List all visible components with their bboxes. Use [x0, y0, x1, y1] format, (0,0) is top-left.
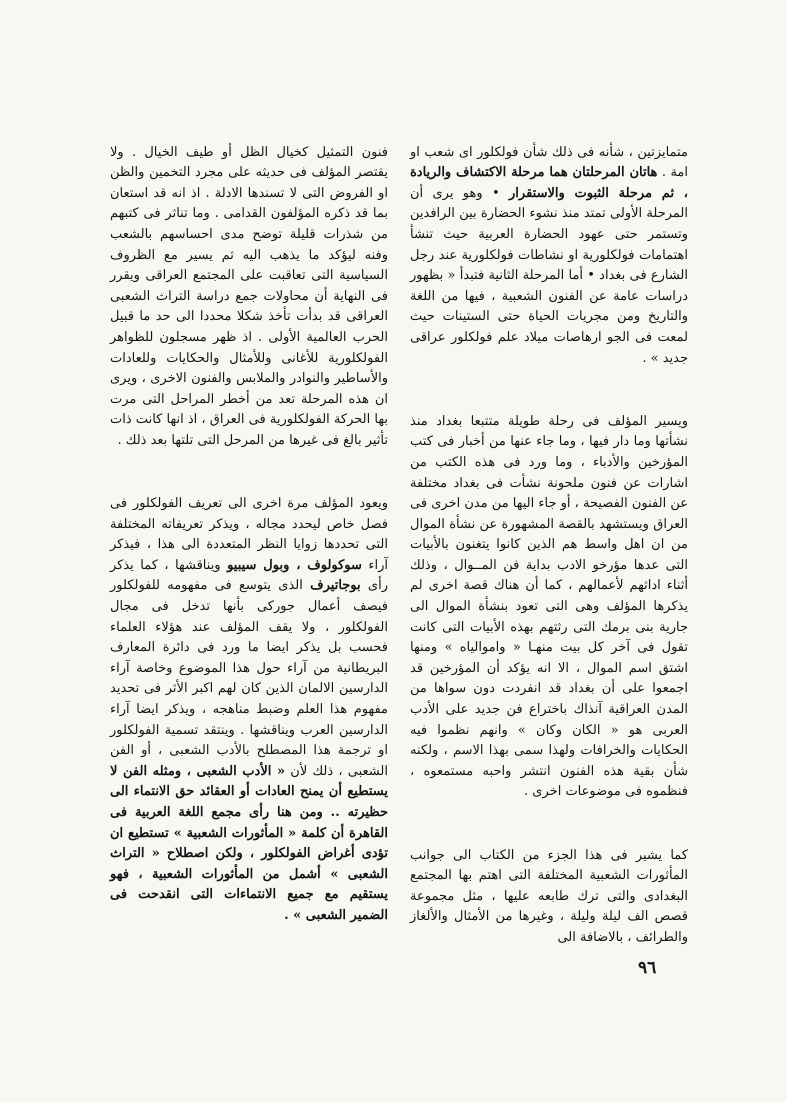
left-paragraph-2-bold-quote: « الأدب الشعبى ، ومثله الفن لا يستطيع أن يمنح العادات أو العقائد حق الانتماء الى حظيرته .. ومن هنا رأى مجمع اللغة العربية فى القاهرة أن كلمة « المأثورات الشعبية » تستطيع ان تؤدى أغراض الفولكلور ، ولكن اصطلاح « التراث الشعبى » أشمل من المأثورات الشعبية ، فهو يستقيم مع جميع الانتماءات التى انقدحت فى الضمير الشعبى » .: [110, 763, 388, 923]
right-paragraph-3: كما يشير فى هذا الجزء من الكتاب الى جوانب المأثورات الشعبية المختلفة التى اهتم بها المجتمع البغدادى والتى ترك طابعه عليها ، مثل مجموعة قصص الف ليلة وليلة ، وغيرها من الأمثال والألغاز والطرائف ، بالاضافة الى: [410, 847, 688, 945]
left-paragraph-2: [110, 494, 388, 926]
right-paragraph-2: ويسير المؤلف فى رحلة طويلة متتبعا بغداد منذ نشأتها وما دار فيها ، وما جاء عنها من أخبار فى كتب المؤرخين والأدباء ، وما ورد فى هذه الكتب من اشارات عن فنون ملحونة نشأت فى بغداد مختلفة عن الفنون الفصيحة ، أو جاء اليها من مدن اخرى فى العراق ويستشهد بالقصة المشهورة عن نشأة الموال من ان اهل واسط هم الذين كانوا يتغنون بالأبيات التى عدها مؤرخو الادب بداية فن المــوال ، وذلك أثناء اداثهم لأعمالهم ، كما أن هناك قصة اخرى لم يذكرها المؤلف وهى التى تعود بنشأة الموال الى جارية بنى برمك التى رثتهم بهذه الأبيات التى كانت تقول فى آخر كل بيت منهـا « واموالياه » ومنها اشتق اسم الموال ، الا انه يؤكد أن المؤرخين قد اجمعوا على أن بغداد قد انفردت دون سواها من المدن العراقية آنذاك باختراع فن جديد على الأدب العربى هو « الكان وكان » وانهم نظموا فيه الحكايات والخرافات ولهذا سمى بهذا الاسم ، ولكنه شأن بقية هذه الفنون انتشر واحبه مستمعوه ، فنظموه فى موضوعات اخرى .: [410, 413, 688, 800]
page-number: ٩٦: [638, 958, 657, 978]
left-paragraph-2-text-2: الذى يتوسع فى مفهومه للفولكلور فيصف أعمال جوركى بأنها تدخل فى مجال الفولكلور ، ولا يقف المؤلف عند هؤلاء العلماء فحسب بل يذكر ايضا ما ورد فى دائرة المعارف البريطانية من آراء حول هذا الموضوع وخاصة آراء الدارسين الالمان الذين كان لهم اكبر الأثر فى تحديد مفهوم هذا العلم وضبط مناهجه ، ويذكر ايضا آراء الدارسين العرب ويناقشها . وينتقد تسمية الفولكلور او ترجمة هذا المصطلح بالأدب الشعبى ، أو الفن الشعبى ، ذلك لأن: [110, 578, 388, 779]
left-paragraph-2-text-1: ويناقشها ، كما يذكر رأى: [110, 557, 388, 594]
left-paragraph-2-bold-names-2: بوجاتيرف: [310, 578, 361, 594]
right-paragraph-1-body: • وهو يرى أن المرحلة الأولى تمتد منذ نشوء الحضارة بين الرافدين وتستمر حتى عهود الحضارة العربية حيث تنشأ اهتمامات فولكلورية او نشاطات فولكلورية عند رجل الشارع فى بغداد • أما المرحلة الثانية فتبدأ « بظهور دراسات عامة عن الفنون الشعبية ، فيها من اللغة والتاريخ ومن مجريات الحياة حتى الستينات حيث لمعت فى الجو ارهاصات ميلاد علم فولكلور عراقى جديد » .: [410, 185, 688, 366]
left-paragraph-2-intro: ويعود المؤلف مرة اخرى الى تعريف الفولكلور فى فصل خاص ليحدد مجاله ، ويذكر تعريفاته المختلفة التى تحددها زوايا النظر المتعددة الى هذا ، فيذكر آراء: [110, 496, 389, 573]
right-paragraph-1-bold-stages: هاتان المرحلتان هما مرحلة الاكتشاف والريادة ، ثم مرحلة الثبوت والاستقرار: [410, 165, 688, 201]
left-column: [110, 122, 388, 947]
left-paragraph-2-bold-names-1: سوكولوف ، وبول سيبيو: [227, 557, 362, 573]
right-paragraph-1-intro: متمايزتين ، شأنه فى ذلك شأن فولكلور اى شعب او امة .: [410, 144, 688, 181]
left-paragraph-1: فنون التمثيل كخيال الظل أو طيف الخيال . ولا يقتصر المؤلف فى حديثه على مجرد التخمين والظن او الفروض التى لا تسندها الادلة . اذ انه قد استعان بما قد ذكره المؤلفون القدامى . وما تناثر فى كتبهم من شذرات قليلة توضح مدى احساسهم بالشعب وفنه ليؤكد ما يذهب اليه ثم يسير مع الظروف السياسية التى تعاقبت على المجتمع العراقى ويقرر فى النهاية أن محاولات جمع دراسة التراث الشعبى العراقى قد بدأت تأخذ شكلا محددا الى حد ما قبيل الحرب العالمية الأولى . اذ ظهر مسجلون للظواهر الفولكلورية للأغانى وللأمثال والحكايات وللعادات والأساطير والنوادر والملابس والفنون الاخرى ، ويرى ان هذه المرحلة تعد من أخطر المراحل التى مرت بها الحركة الفولكلورية فى العراق ، اذ انها كانت ذات تأثير بالغ فى غيرها من المرحل التى تلتها بعد ذلك .: [110, 144, 388, 448]
right-column: [410, 122, 688, 969]
right-paragraph-1: [410, 143, 688, 370]
